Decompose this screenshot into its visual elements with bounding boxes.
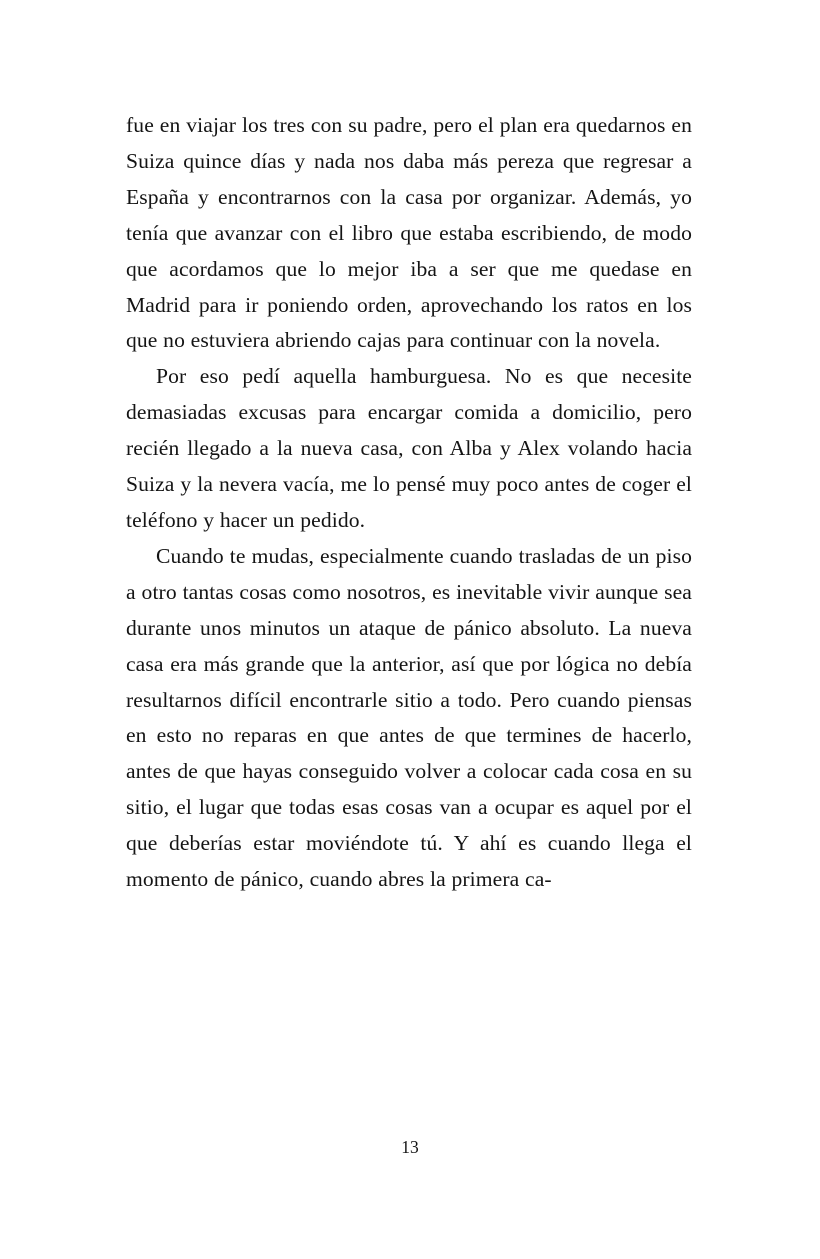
paragraph-2: Por eso pedí aquella hamburguesa. No es que necesite demasiadas excusas para encargar comida a domicilio, pero recién llegado a la nueva casa, con Alba y Alex volando hacia Suiza y la nevera vacía, me lo pensé muy poco antes de coger el teléfono y hacer un pedido.: [126, 364, 692, 532]
paragraph-1: fue en viajar los tres con su padre, pero el plan era quedarnos en Suiza quince días y nada nos daba más pereza que regresar a España y encontrarnos con la casa por organizar. Además, yo tenía que avanzar con el libro que estaba escribiendo, de modo que acordamos que lo mejor iba a ser que me quedase en Madrid para ir poniendo orden, aprovechando los ratos en los que no estuviera abriendo cajas para continuar con la novela.: [126, 113, 692, 353]
page-body-text: [126, 108, 692, 898]
paragraph-3: Cuando te mudas, especialmente cuando trasladas de un piso a otro tantas cosas como nosotros, es inevitable vivir aunque sea durante unos minutos un ataque de pánico absoluto. La nueva casa era más grande que la anterior, así que por lógica no debía resultarnos difícil encontrarle sitio a todo. Pero cuando piensas en esto no reparas en que antes de que termines de hacerlo, antes de que hayas conseguido volver a colocar cada cosa en su sitio, el lugar que todas esas cosas van a ocupar es aquel por el que deberías estar moviéndote tú. Y ahí es cuando llega el momento de pánico, cuando abres la primera ca-: [126, 543, 692, 892]
page-number: 13: [401, 1137, 419, 1157]
